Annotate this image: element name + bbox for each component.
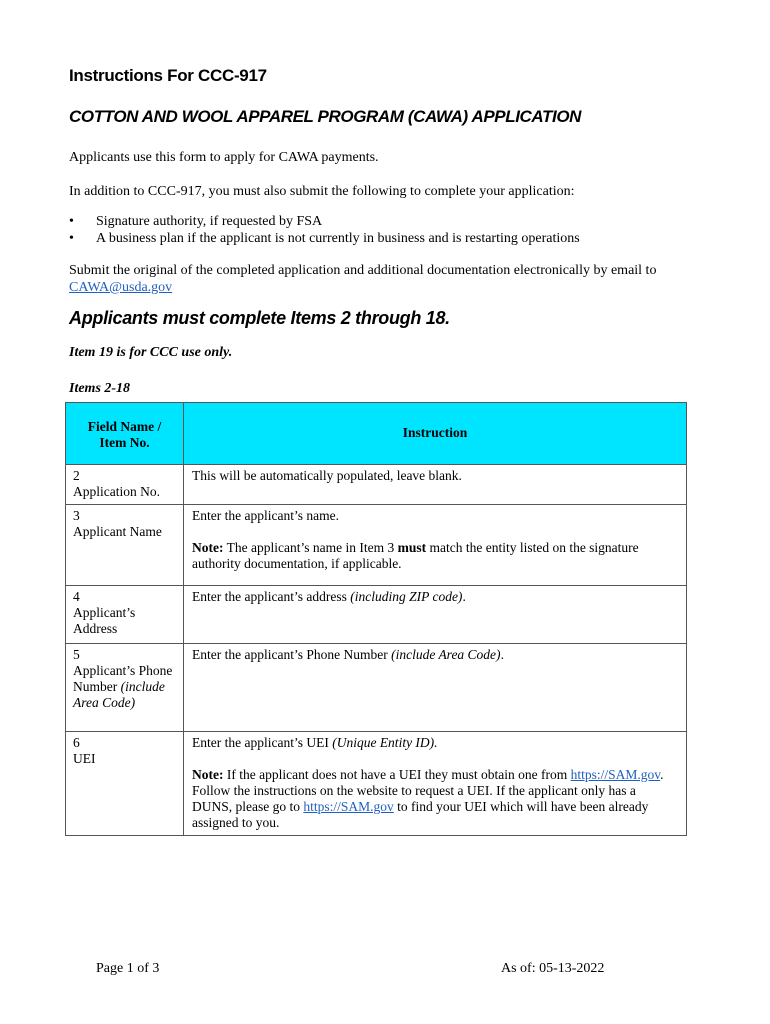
requirements-list (69, 213, 580, 247)
sam-gov-link[interactable]: https://SAM.gov (570, 767, 661, 782)
revision-date: As of: 05-13-2022 (501, 961, 605, 976)
instruction-cell: Enter the applicant’s name. Note: The applicant’s name in Item 3 must match the entity listed on the signature authority documentation, if applicable. (184, 505, 687, 586)
table-header-row (66, 403, 687, 465)
email-link[interactable]: CAWA@usda.gov (69, 280, 173, 295)
form-subtitle: COTTON AND WOOL APPAREL PROGRAM (CAWA) APPLICATION (69, 107, 582, 126)
section-heading: Applicants must complete Items 2 through 18. (69, 308, 450, 328)
field-cell: 5 Applicant’s Phone Number (include Area Code) (66, 644, 184, 732)
instruction-cell: Enter the applicant’s address (including ZIP code). (184, 586, 687, 644)
instruction-cell: Enter the applicant’s Phone Number (include Area Code). (184, 644, 687, 732)
column-header-instruction: Instruction (184, 403, 687, 465)
column-header-field: Field Name / Item No. (66, 403, 184, 465)
submit-text: Submit the original of the completed application and additional documentation electronically by email to CAWA@usda.gov (69, 263, 657, 295)
table-row (66, 465, 687, 505)
table-row (66, 644, 687, 732)
list-item: • A business plan if the applicant is not currently in business and is restarting operations (69, 231, 580, 246)
addition-text: In addition to CCC-917, you must also submit the following to complete your application: (69, 184, 575, 199)
bullet-icon: • (69, 214, 74, 229)
table-row (66, 505, 687, 586)
ccc-use-note: Item 19 is for CCC use only. (69, 345, 233, 360)
sam-gov-link[interactable]: https://SAM.gov (303, 799, 394, 814)
table-row (66, 586, 687, 644)
page-title: Instructions For CCC-917 (69, 66, 267, 85)
bullet-icon: • (69, 231, 74, 246)
list-item: • Signature authority, if requested by FSA (69, 214, 323, 229)
page-number: Page 1 of 3 (96, 961, 160, 976)
instructions-table (65, 402, 687, 836)
table-row (66, 732, 687, 836)
instruction-cell: Enter the applicant’s UEI (Unique Entity ID). Note: If the applicant does not have a UEI they must obtain one from https://SAM.gov. Follow the instructions on the website to request a UEI. If the applicant only has a DUNS, please go to https://SAM.gov to find your UEI which will have been already assigned to you. (184, 732, 687, 836)
field-cell: 6 UEI (66, 732, 184, 836)
intro-text: Applicants use this form to apply for CAWA payments. (69, 150, 379, 165)
field-cell: 2 Application No. (66, 465, 184, 505)
instruction-cell: This will be automatically populated, leave blank. (184, 465, 687, 505)
field-cell: 4 Applicant’s Address (66, 586, 184, 644)
field-cell: 3 Applicant Name (66, 505, 184, 586)
items-heading: Items 2-18 (69, 381, 131, 396)
